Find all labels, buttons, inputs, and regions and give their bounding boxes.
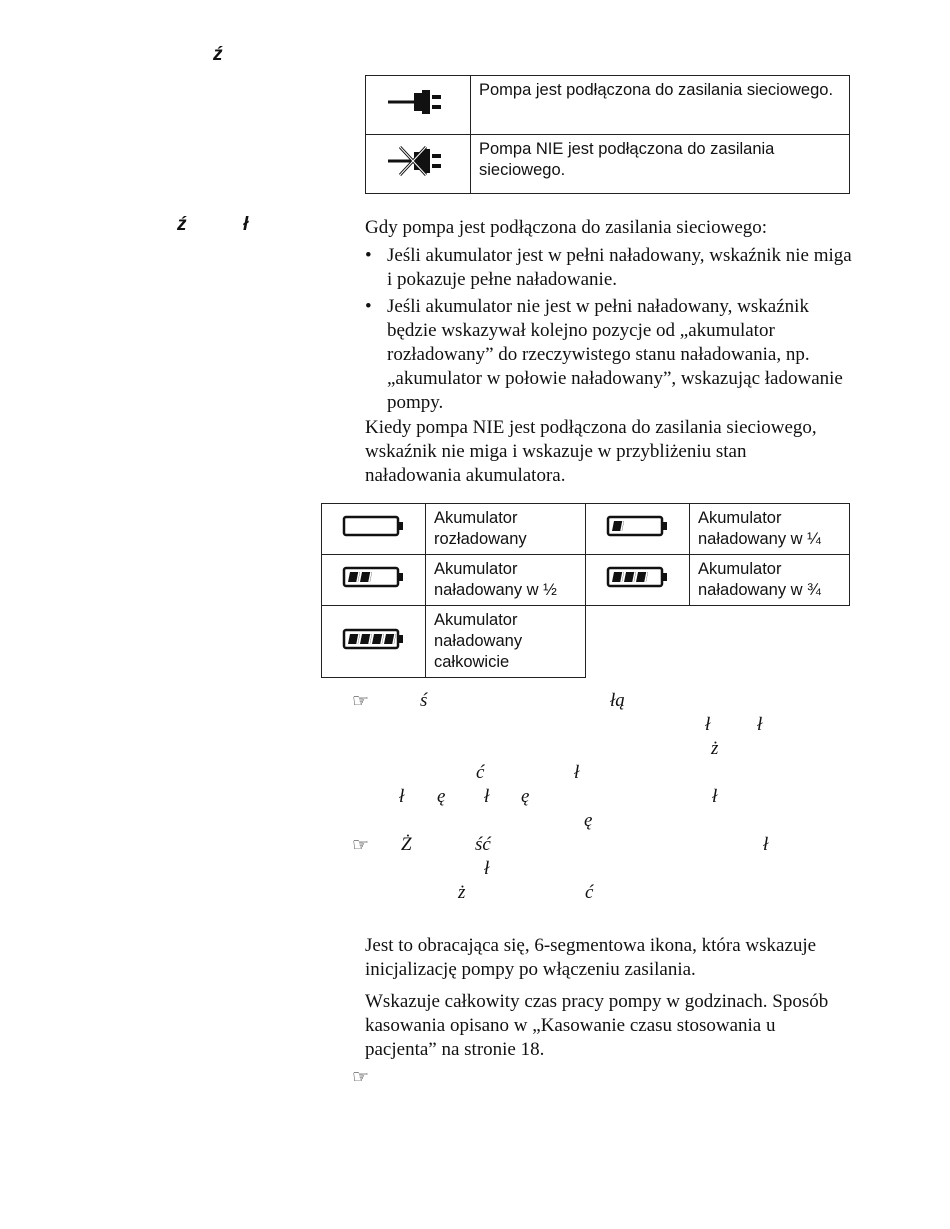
note-fragment: ć <box>476 762 485 783</box>
plug-connected-text: Pompa jest podłączona do zasilania sieciowego. <box>471 76 850 135</box>
battery-three-quarter-cell <box>586 555 690 606</box>
note-fragment: ł <box>712 786 718 807</box>
battery-empty-label: Akumulator rozładowany <box>426 504 586 555</box>
note-fragment: ę <box>584 810 593 831</box>
note-fragment: ł <box>757 714 763 735</box>
note-fragment: ł <box>705 714 711 735</box>
note-fragment: ł <box>574 762 580 783</box>
charging-not-connected: Kiedy pompa NIE jest podłączona do zasilania sieciowego, wskaźnik nie miga i wskazuje w przybliżeniu stan naładowania akumulatora. <box>365 417 817 486</box>
header-fragment: ź <box>213 44 223 65</box>
list-item: • Jeśli akumulator jest w pełni naładowany, wskaźnik nie miga i pokazuje pełne naładowanie. <box>365 244 855 292</box>
pointing-hand-icon: ☞ <box>352 1066 370 1088</box>
battery-status-table <box>321 503 850 678</box>
table-row <box>322 555 850 606</box>
note-fragment: ł <box>484 786 490 807</box>
battery-full-label: Akumulator naładowany całkowicie <box>426 606 586 678</box>
note-fragment: ść <box>475 834 491 855</box>
note-fragment: ę <box>521 786 530 807</box>
note-fragment: ł <box>399 786 405 807</box>
plug-disconnected-text: Pompa NIE jest podłączona do zasilania sieciowego. <box>471 135 850 194</box>
battery-quarter-label: Akumulator naładowany w ¼ <box>690 504 850 555</box>
side-fragment-2: ł <box>243 214 249 235</box>
pointing-hand-icon: ☞ <box>352 690 370 712</box>
battery-three-quarter-icon <box>606 565 670 589</box>
note-fragment: ł <box>484 858 490 879</box>
battery-empty-cell <box>322 504 426 555</box>
hours-text: Wskazuje całkowity czas pracy pompy w godzinach. Sposób kasowania opisano w „Kasowanie czasu stosowania u pacjenta” na stronie 18. <box>365 991 829 1060</box>
init-text: Jest to obracająca się, 6-segmentowa ikona, która wskazuje inicjalizację pompy po włączeniu zasilania. <box>365 935 817 980</box>
note-fragment: ć <box>585 882 594 903</box>
charging-intro: Gdy pompa jest podłączona do zasilania sieciowego: <box>365 217 768 238</box>
note-fragment: ę <box>437 786 446 807</box>
battery-full-cell <box>322 606 426 678</box>
note-fragment: ż <box>711 738 719 759</box>
plug-disconnected-icon <box>386 144 450 178</box>
battery-quarter-icon <box>606 514 670 538</box>
battery-half-icon <box>342 565 406 589</box>
battery-three-quarter-label: Akumulator naładowany w ¾ <box>690 555 850 606</box>
plug-connected-icon <box>386 87 450 117</box>
list-item: • Jeśli akumulator nie jest w pełni naładowany, wskaźnik będzie wskazywał kolejno pozycje od „akumulator rozładowany” do rzeczywistego stanu naładowania, np. „akumulator w połowie naładowany”, wskazując ładowanie pompy. <box>365 295 855 415</box>
pointing-hand-icon: ☞ <box>352 834 370 856</box>
battery-full-icon <box>342 627 406 651</box>
note-fragment: ł <box>763 834 769 855</box>
note-fragment: ż <box>458 882 466 903</box>
table-row <box>366 135 850 194</box>
table-row <box>322 606 850 678</box>
plug-connected-cell <box>366 76 471 135</box>
note-fragment: Ż <box>401 834 412 855</box>
note-fragment: łą <box>610 690 625 711</box>
table-row <box>366 76 850 135</box>
plug-disconnected-cell <box>366 135 471 194</box>
battery-empty-icon <box>342 514 406 538</box>
plug-status-table <box>365 75 850 194</box>
battery-quarter-cell <box>586 504 690 555</box>
side-fragment-1: ź <box>177 214 187 235</box>
note-fragment: ś <box>420 690 428 711</box>
charging-bullets <box>365 244 855 418</box>
battery-half-label: Akumulator naładowany w ½ <box>426 555 586 606</box>
table-row <box>322 504 850 555</box>
battery-half-cell <box>322 555 426 606</box>
empty-cell <box>586 606 850 678</box>
